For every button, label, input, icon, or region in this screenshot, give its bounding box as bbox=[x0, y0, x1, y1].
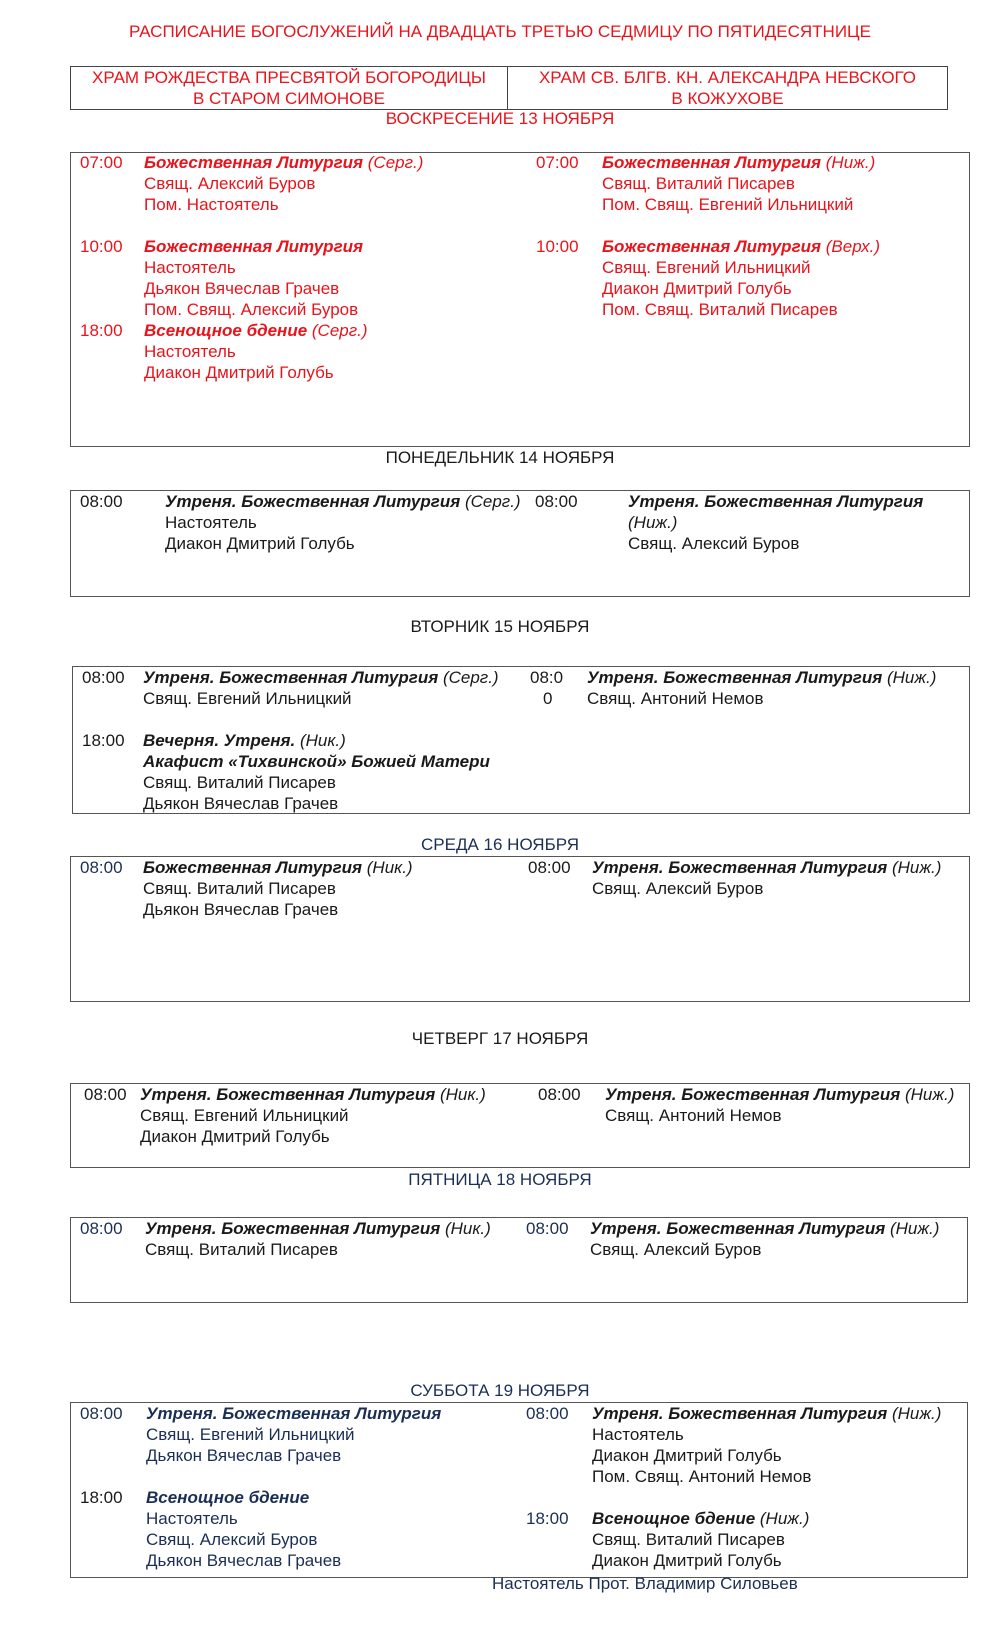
service-time: 08:00 bbox=[82, 668, 125, 687]
service-time: 08:00 bbox=[84, 1085, 127, 1104]
service-time: 08:00 bbox=[528, 858, 571, 877]
service-time: 18:00 bbox=[80, 321, 123, 340]
clergy-name: Настоятель bbox=[165, 513, 257, 532]
clergy-name: Свящ. Алексий Буров bbox=[628, 534, 800, 553]
clergy-name: Диакон Дмитрий Голубь bbox=[602, 279, 792, 298]
church-left bbox=[71, 67, 508, 109]
service-title: Утреня. Божественная Литургия (Ник.) bbox=[145, 1219, 491, 1238]
church-right-line2: В КОЖУХОВЕ bbox=[671, 89, 784, 108]
service-title: Утреня. Божественная Литургия (Ник.) bbox=[140, 1085, 486, 1104]
clergy-name: Свящ. Алексий Буров bbox=[592, 879, 764, 898]
service-time: 08:00 bbox=[80, 1404, 123, 1423]
clergy-name: Дьякон Вячеслав Грачев bbox=[146, 1551, 342, 1570]
clergy-name: Дьякон Вячеслав Грачев bbox=[143, 900, 339, 919]
day-heading-friday: ПЯТНИЦА 18 НОЯБРЯ bbox=[408, 1170, 592, 1189]
clergy-name: Свящ. Евгений Ильницкий bbox=[146, 1425, 355, 1444]
service-title: Всенощное бдение (Ниж.) bbox=[592, 1509, 810, 1528]
day-heading-sunday: ВОСКРЕСЕНИЕ 13 НОЯБРЯ bbox=[385, 109, 615, 128]
clergy-name: Диакон Дмитрий Голубь bbox=[165, 534, 355, 553]
service-time: 08:00 bbox=[538, 1085, 581, 1104]
clergy-name: Диакон Дмитрий Голубь bbox=[144, 363, 334, 382]
service-time: 07:00 bbox=[80, 153, 123, 172]
clergy-name: Свящ. Алексий Буров bbox=[590, 1240, 762, 1259]
clergy-name: Свящ. Виталий Писарев bbox=[602, 174, 795, 193]
rector-signature: Настоятель Прот. Владимир Силовьев bbox=[492, 1574, 798, 1593]
clergy-name: Диакон Дмитрий Голубь bbox=[592, 1446, 782, 1465]
service-title: Вечерня. Утреня. (Ник.) bbox=[143, 731, 346, 750]
clergy-name: Свящ. Виталий Писарев bbox=[592, 1530, 785, 1549]
clergy-name: Свящ. Евгений Ильницкий bbox=[602, 258, 811, 277]
clergy-name: Пом. Свящ. Антоний Немов bbox=[592, 1467, 812, 1486]
day-heading-wednesday: СРЕДА 16 НОЯБРЯ bbox=[421, 835, 579, 854]
clergy-name: Свящ. Антоний Немов bbox=[605, 1106, 782, 1125]
clergy-name: Настоятель bbox=[592, 1425, 684, 1444]
clergy-name: Свящ. Виталий Писарев bbox=[143, 879, 336, 898]
clergy-name: Дьякон Вячеслав Грачев bbox=[144, 279, 340, 298]
clergy-name: Дьякон Вячеслав Грачев bbox=[143, 794, 339, 813]
clergy-name: Пом. Свящ. Евгений Ильницкий bbox=[602, 195, 854, 214]
clergy-name: Диакон Дмитрий Голубь bbox=[592, 1551, 782, 1570]
service-title: Утреня. Божественная Литургия (Серг.) bbox=[165, 492, 521, 511]
clergy-name: Настоятель bbox=[144, 258, 236, 277]
service-time: 07:00 bbox=[536, 153, 579, 172]
service-title: Утреня. Божественная Литургия (Серг.) bbox=[143, 668, 499, 687]
service-time-wrap: 0 bbox=[543, 689, 553, 708]
service-title: Божественная Литургия (Серг.) bbox=[144, 153, 424, 172]
church-left-line2: В СТАРОМ СИМОНОВЕ bbox=[192, 89, 386, 108]
church-right-line1: ХРАМ СВ. БЛГВ. КН. АЛЕКСАНДРА НЕВСКОГО bbox=[538, 68, 917, 87]
clergy-name: Свящ. Алексий Буров bbox=[144, 174, 316, 193]
day-heading-monday: ПОНЕДЕЛЬНИК 14 НОЯБРЯ bbox=[385, 448, 615, 467]
clergy-name: Диакон Дмитрий Голубь bbox=[140, 1127, 330, 1146]
service-title-akathist: Акафист «Тихвинской» Божией Матери bbox=[143, 752, 490, 771]
service-title: Божественная Литургия bbox=[144, 237, 364, 256]
service-title: Утреня. Божественная Литургия bbox=[628, 492, 924, 511]
service-time: 08:00 bbox=[526, 1404, 569, 1423]
service-title: Утреня. Божественная Литургия (Ниж.) bbox=[587, 668, 937, 687]
service-time: 08:0 bbox=[530, 668, 564, 687]
service-title: Утреня. Божественная Литургия bbox=[146, 1404, 442, 1423]
clergy-name: Пом. Свящ. Алексий Буров bbox=[144, 300, 359, 319]
day-heading-thursday: ЧЕТВЕРГ 17 НОЯБРЯ bbox=[411, 1029, 589, 1048]
service-time: 10:00 bbox=[536, 237, 579, 256]
clergy-name: Свящ. Антоний Немов bbox=[587, 689, 764, 708]
service-time: 08:00 bbox=[80, 858, 123, 877]
church-header bbox=[70, 66, 948, 110]
service-location-note: (Ниж.) bbox=[628, 513, 678, 532]
church-right bbox=[508, 67, 947, 109]
service-time: 18:00 bbox=[82, 731, 125, 750]
clergy-name: Настоятель bbox=[144, 342, 236, 361]
service-title: Утреня. Божественная Литургия (Ниж.) bbox=[592, 858, 942, 877]
day-heading-tuesday: ВТОРНИК 15 НОЯБРЯ bbox=[410, 617, 590, 636]
service-title: Утреня. Божественная Литургия (Ниж.) bbox=[592, 1404, 942, 1423]
clergy-name: Свящ. Виталий Писарев bbox=[145, 1240, 338, 1259]
service-time: 08:00 bbox=[80, 1219, 123, 1238]
clergy-name: Дьякон Вячеслав Грачев bbox=[146, 1446, 342, 1465]
service-time: 18:00 bbox=[526, 1509, 569, 1528]
page-title: РАСПИСАНИЕ БОГОСЛУЖЕНИЙ НА ДВАДЦАТЬ ТРЕТЬЮ СЕДМИЦУ ПО ПЯТИДЕСЯТНИЦЕ bbox=[129, 22, 871, 41]
clergy-name: Пом. Свящ. Виталий Писарев bbox=[602, 300, 838, 319]
day-heading-saturday: СУББОТА 19 НОЯБРЯ bbox=[410, 1381, 590, 1400]
service-title: Божественная Литургия (Ник.) bbox=[143, 858, 413, 877]
service-title: Всенощное бдение (Серг.) bbox=[144, 321, 368, 340]
service-title: Всенощное бдение bbox=[146, 1488, 310, 1507]
service-title: Божественная Литургия (Верх.) bbox=[602, 237, 880, 256]
service-title: Утреня. Божественная Литургия (Ниж.) bbox=[605, 1085, 955, 1104]
service-title: Божественная Литургия (Ниж.) bbox=[602, 153, 876, 172]
service-time: 10:00 bbox=[80, 237, 123, 256]
church-left-line1: ХРАМ РОЖДЕСТВА ПРЕСВЯТОЙ БОГОРОДИЦЫ bbox=[92, 68, 486, 87]
service-time: 08:00 bbox=[80, 492, 123, 511]
clergy-name: Свящ. Виталий Писарев bbox=[143, 773, 336, 792]
clergy-name: Свящ. Евгений Ильницкий bbox=[143, 689, 352, 708]
clergy-name: Свящ. Евгений Ильницкий bbox=[140, 1106, 349, 1125]
service-title: Утреня. Божественная Литургия (Ниж.) bbox=[590, 1219, 940, 1238]
clergy-name: Свящ. Алексий Буров bbox=[146, 1530, 318, 1549]
service-time: 18:00 bbox=[80, 1488, 123, 1507]
service-time: 08:00 bbox=[535, 492, 578, 511]
clergy-name: Настоятель bbox=[146, 1509, 238, 1528]
clergy-name: Пом. Настоятель bbox=[144, 195, 279, 214]
service-time: 08:00 bbox=[526, 1219, 569, 1238]
